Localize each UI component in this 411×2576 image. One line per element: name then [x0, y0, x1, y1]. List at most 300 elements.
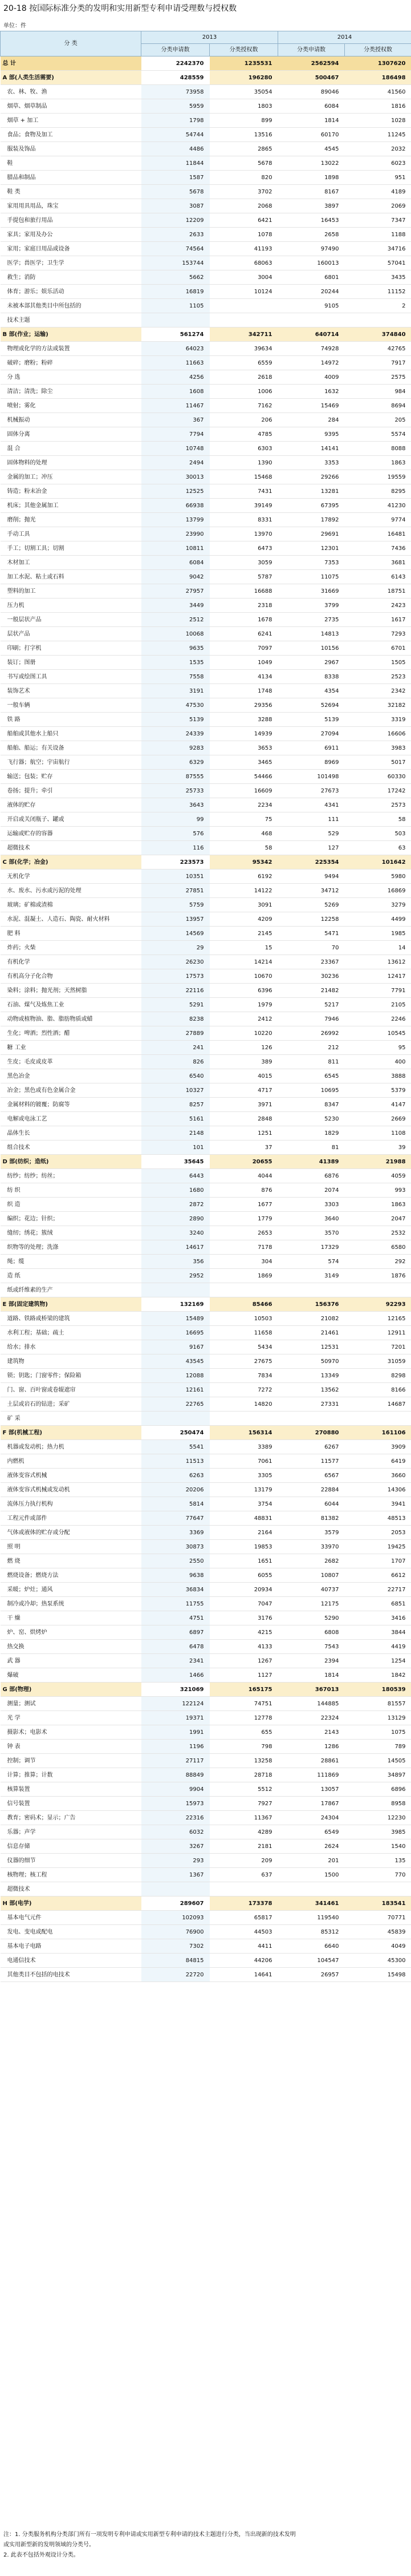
- grants-2014-cell: 186498: [345, 71, 411, 85]
- grants-2013-cell: 7097: [210, 641, 278, 656]
- grants-2014-cell: 45300: [345, 1954, 411, 1968]
- grants-2014-cell: 2: [345, 299, 411, 313]
- grants-2014-cell: 1108: [345, 1126, 411, 1141]
- grants-2014-cell: 3416: [345, 1611, 411, 1625]
- applications-2013-cell: 356: [141, 1255, 210, 1269]
- grants-2013-cell: 165175: [210, 1683, 278, 1697]
- grants-2014-cell: 4419: [345, 1640, 411, 1654]
- applications-2014-cell: 529: [278, 827, 345, 841]
- grants-2013-cell: 14939: [210, 727, 278, 741]
- grants-2014-cell: 7347: [345, 213, 411, 228]
- grants-2013-cell: 6241: [210, 627, 278, 641]
- applications-2014-cell: 7543: [278, 1640, 345, 1654]
- applications-2014-cell: 20244: [278, 285, 345, 299]
- applications-2014-cell: 127: [278, 841, 345, 855]
- applications-2013-cell: 29: [141, 941, 210, 955]
- grants-2014-cell: 374840: [345, 327, 411, 342]
- table-row: [1, 228, 411, 242]
- grants-2013-cell: 196280: [210, 71, 278, 85]
- table-row: [1, 413, 411, 427]
- grants-2013-cell: 3176: [210, 1611, 278, 1625]
- applications-2013-cell: 241: [141, 1041, 210, 1055]
- grants-2014-cell: 1075: [345, 1725, 411, 1740]
- grants-2014-cell: 6896: [345, 1782, 411, 1797]
- applications-2014-cell: 27673: [278, 784, 345, 798]
- grants-2014-cell: 12230: [345, 1811, 411, 1825]
- applications-2013-cell: 30873: [141, 1540, 210, 1554]
- applications-2014-cell: 10156: [278, 641, 345, 656]
- category-cell: H 部(电学): [1, 1896, 141, 1911]
- table-row: [1, 1055, 411, 1069]
- table-row: [1, 1568, 411, 1583]
- applications-2014-cell: 2624: [278, 1839, 345, 1854]
- category-cell: 破碎；磨粉；粉碎: [1, 356, 141, 370]
- applications-2013-cell: 16819: [141, 285, 210, 299]
- category-cell: 给水；排水: [1, 1340, 141, 1354]
- applications-2014-cell: 7946: [278, 1012, 345, 1026]
- applications-2013-cell: 27117: [141, 1754, 210, 1768]
- category-cell: 书写或绘图工具: [1, 670, 141, 684]
- category-cell: 机械振动: [1, 413, 141, 427]
- applications-2013-cell: 9167: [141, 1340, 210, 1354]
- grants-2013-cell: 209: [210, 1854, 278, 1868]
- table-row: [1, 185, 411, 199]
- table-row: [1, 1397, 411, 1412]
- grants-2013-cell: 20934: [210, 1583, 278, 1597]
- applications-2013-cell: 64023: [141, 342, 210, 356]
- applications-2014-cell: 60170: [278, 128, 345, 142]
- table-row: [1, 370, 411, 385]
- table-row: [1, 1098, 411, 1112]
- category-cell: 造 纸: [1, 1269, 141, 1283]
- category-cell: 电解或电泳工艺: [1, 1112, 141, 1126]
- applications-2014-cell: 6267: [278, 1440, 345, 1454]
- grants-2014-cell: 19425: [345, 1540, 411, 1554]
- category-cell: 固体物料的处理: [1, 456, 141, 470]
- grants-2014-cell: 3888: [345, 1069, 411, 1083]
- applications-2013-cell: 3369: [141, 1526, 210, 1540]
- table-row: [1, 285, 411, 299]
- table-row: [1, 741, 411, 755]
- grants-2014-cell: 205: [345, 413, 411, 427]
- applications-2014-cell: 9494: [278, 870, 345, 884]
- grants-2013-cell: 4411: [210, 1939, 278, 1954]
- table-row: [1, 1797, 411, 1811]
- table-row: [1, 1554, 411, 1568]
- category-cell: 物理或化学的方法或装置: [1, 342, 141, 356]
- table-row: [1, 456, 411, 470]
- applications-2014-cell: [278, 313, 345, 327]
- category-cell: 信息存储: [1, 1839, 141, 1854]
- category-cell: 仪器的细节: [1, 1854, 141, 1868]
- grants-2014-cell: 292: [345, 1255, 411, 1269]
- grants-2013-cell: 4289: [210, 1825, 278, 1839]
- applications-2014-cell: 101498: [278, 770, 345, 784]
- category-cell: 液体的贮存: [1, 798, 141, 812]
- category-cell: 开启或关闭瓶子、罐或: [1, 812, 141, 827]
- applications-2013-cell: 5541: [141, 1440, 210, 1454]
- table-header: [1, 31, 411, 56]
- grants-2014-cell: 11152: [345, 285, 411, 299]
- grants-2014-cell: 8295: [345, 484, 411, 499]
- subheader-grants-2014: 分类授权数: [345, 44, 411, 56]
- table-row: [1, 1754, 411, 1768]
- category-cell: 鞋 类: [1, 185, 141, 199]
- year-header-2013: 2013: [141, 31, 278, 44]
- applications-2013-cell: 11663: [141, 356, 210, 370]
- category-cell: 测量；测试: [1, 1697, 141, 1711]
- grants-2013-cell: 1078: [210, 228, 278, 242]
- grants-2014-cell: 2032: [345, 142, 411, 156]
- grants-2014-cell: 10545: [345, 1026, 411, 1041]
- table-row: [1, 1597, 411, 1611]
- grants-2013-cell: 2234: [210, 798, 278, 812]
- grants-2013-cell: 2653: [210, 1226, 278, 1240]
- grants-2013-cell: 8331: [210, 513, 278, 527]
- grants-2014-cell: 3909: [345, 1440, 411, 1454]
- grants-2013-cell: 2145: [210, 927, 278, 941]
- grants-2014-cell: 48513: [345, 1511, 411, 1526]
- table-row: [1, 1711, 411, 1725]
- category-cell: 混 合: [1, 442, 141, 456]
- category-cell: 爆破: [1, 1668, 141, 1683]
- applications-2013-cell: 19371: [141, 1711, 210, 1725]
- applications-2014-cell: [278, 1283, 345, 1297]
- grants-2014-cell: 19559: [345, 470, 411, 484]
- applications-2014-cell: 27331: [278, 1397, 345, 1412]
- applications-2013-cell: 5959: [141, 99, 210, 114]
- table-row: [1, 570, 411, 584]
- table-row: [1, 1697, 411, 1711]
- table-row: [1, 912, 411, 927]
- year-header-2014: 2014: [278, 31, 411, 44]
- applications-2014-cell: 6876: [278, 1169, 345, 1183]
- footnote-line: 2. 此表不包括外观设计分类。: [3, 2552, 79, 2558]
- applications-2014-cell: 144885: [278, 1697, 345, 1711]
- grants-2014-cell: 3844: [345, 1625, 411, 1640]
- grants-2013-cell: 7927: [210, 1797, 278, 1811]
- applications-2013-cell: 116: [141, 841, 210, 855]
- grants-2014-cell: [345, 313, 411, 327]
- applications-2014-cell: 17867: [278, 1797, 345, 1811]
- table-row: [1, 1083, 411, 1098]
- applications-2013-cell: 3267: [141, 1839, 210, 1854]
- grants-2013-cell: 4134: [210, 670, 278, 684]
- subheader-applications-2013: 分类申请数: [141, 44, 210, 56]
- category-cell: E 部(固定建筑物): [1, 1297, 141, 1312]
- table-row: [1, 770, 411, 784]
- applications-2014-cell: 6545: [278, 1069, 345, 1083]
- applications-2014-cell: 13349: [278, 1369, 345, 1383]
- grants-2014-cell: 2575: [345, 370, 411, 385]
- applications-2013-cell: 2890: [141, 1212, 210, 1226]
- applications-2013-cell: 77647: [141, 1511, 210, 1526]
- section-row: [1, 327, 411, 342]
- grants-2014-cell: 6143: [345, 570, 411, 584]
- table-row: [1, 99, 411, 114]
- grants-2014-cell: 18751: [345, 584, 411, 598]
- applications-2013-cell: 367: [141, 413, 210, 427]
- grants-2014-cell: 8088: [345, 442, 411, 456]
- grants-2013-cell: [210, 313, 278, 327]
- table-row: [1, 684, 411, 698]
- applications-2014-cell: 6567: [278, 1469, 345, 1483]
- grants-2013-cell: 15: [210, 941, 278, 955]
- applications-2013-cell: 5161: [141, 1112, 210, 1126]
- applications-2013-cell: 22316: [141, 1811, 210, 1825]
- applications-2013-cell: 99: [141, 812, 210, 827]
- grants-2014-cell: 1876: [345, 1269, 411, 1283]
- grants-2014-cell: 5980: [345, 870, 411, 884]
- grants-2014-cell: 1254: [345, 1654, 411, 1668]
- category-cell: 黑色冶金: [1, 1069, 141, 1083]
- category-cell: 机器或发动机；热力机: [1, 1440, 141, 1454]
- category-cell: 糖 工业: [1, 1041, 141, 1055]
- category-cell: 家具；家用及办公: [1, 228, 141, 242]
- applications-2014-cell: 29691: [278, 527, 345, 541]
- category-cell: 有机高分子化合物: [1, 969, 141, 984]
- applications-2013-cell: 35645: [141, 1155, 210, 1169]
- grants-2013-cell: 74751: [210, 1697, 278, 1711]
- applications-2013-cell: 2550: [141, 1554, 210, 1568]
- category-cell: 固体分离: [1, 427, 141, 442]
- grants-2014-cell: 13612: [345, 955, 411, 969]
- applications-2014-cell: 5471: [278, 927, 345, 941]
- applications-2014-cell: 12258: [278, 912, 345, 927]
- category-cell: 流体压力执行机构: [1, 1497, 141, 1511]
- applications-2014-cell: 11577: [278, 1454, 345, 1469]
- applications-2014-cell: 30236: [278, 969, 345, 984]
- category-cell: 气体或液体的贮存或分配: [1, 1526, 141, 1540]
- grants-2014-cell: 8166: [345, 1383, 411, 1397]
- applications-2014-cell: 21482: [278, 984, 345, 998]
- grants-2013-cell: 48831: [210, 1511, 278, 1526]
- applications-2013-cell: 27957: [141, 584, 210, 598]
- applications-2013-cell: 2512: [141, 613, 210, 627]
- table-row: [1, 442, 411, 456]
- applications-2014-cell: 160013: [278, 256, 345, 270]
- category-cell: 教育；密码术；显示；广告: [1, 1811, 141, 1825]
- applications-2014-cell: 3303: [278, 1198, 345, 1212]
- applications-2013-cell: 10811: [141, 541, 210, 556]
- grants-2014-cell: 7201: [345, 1340, 411, 1354]
- table-row: [1, 698, 411, 713]
- grants-2014-cell: 60330: [345, 770, 411, 784]
- category-cell: 生皮；毛皮或皮革: [1, 1055, 141, 1069]
- applications-2014-cell: 10807: [278, 1568, 345, 1583]
- grants-2013-cell: 876: [210, 1183, 278, 1198]
- table-row: [1, 627, 411, 641]
- grants-2014-cell: 6612: [345, 1568, 411, 1583]
- applications-2014-cell: 2143: [278, 1725, 345, 1740]
- grants-2013-cell: 41193: [210, 242, 278, 256]
- table-row: [1, 1725, 411, 1740]
- category-cell: 土层或岩石的钻进；采矿: [1, 1397, 141, 1412]
- category-cell: 塑料的加工: [1, 584, 141, 598]
- grants-2014-cell: 11245: [345, 128, 411, 142]
- applications-2014-cell: 12531: [278, 1340, 345, 1354]
- grants-2013-cell: 2068: [210, 199, 278, 213]
- grants-2013-cell: 7272: [210, 1383, 278, 1397]
- category-cell: 工程元件或部件: [1, 1511, 141, 1526]
- category-cell: 采暖；炉灶；通风: [1, 1583, 141, 1597]
- applications-2014-cell: 1500: [278, 1868, 345, 1882]
- grants-2014-cell: 16869: [345, 884, 411, 898]
- category-cell: 一般车辆: [1, 698, 141, 713]
- category-cell: A 部(人类生活需要): [1, 71, 141, 85]
- table-row: [1, 1069, 411, 1083]
- applications-2014-cell: 111869: [278, 1768, 345, 1782]
- category-cell: 超微技术: [1, 841, 141, 855]
- applications-2014-cell: 6911: [278, 741, 345, 755]
- category-cell: 烟草 + 加工: [1, 114, 141, 128]
- grants-2013-cell: 13970: [210, 527, 278, 541]
- table-row: [1, 1939, 411, 1954]
- applications-2014-cell: 2562594: [278, 56, 345, 71]
- table-row: [1, 1811, 411, 1825]
- grants-2014-cell: 503: [345, 827, 411, 841]
- grants-2013-cell: 13516: [210, 128, 278, 142]
- applications-2014-cell: 2658: [278, 228, 345, 242]
- table-row: [1, 1911, 411, 1925]
- category-cell: 铁 路: [1, 713, 141, 727]
- applications-2014-cell: 8338: [278, 670, 345, 684]
- table-row: [1, 1640, 411, 1654]
- applications-2013-cell: 428559: [141, 71, 210, 85]
- applications-2013-cell: 6540: [141, 1069, 210, 1083]
- grants-2014-cell: 22717: [345, 1583, 411, 1597]
- category-cell: 铸造；粉末冶金: [1, 484, 141, 499]
- table-row: [1, 299, 411, 313]
- applications-2013-cell: 2952: [141, 1269, 210, 1283]
- category-cell: 生化；啤酒；烈性酒；醋: [1, 1026, 141, 1041]
- grants-2014-cell: 32182: [345, 698, 411, 713]
- table-row: [1, 1340, 411, 1354]
- grants-2013-cell: 12778: [210, 1711, 278, 1725]
- grants-2013-cell: 206: [210, 413, 278, 427]
- grants-2013-cell: 1678: [210, 613, 278, 627]
- table-row: [1, 1198, 411, 1212]
- table-row: [1, 128, 411, 142]
- applications-2014-cell: 500467: [278, 71, 345, 85]
- applications-2014-cell: 1814: [278, 114, 345, 128]
- table-row: [1, 156, 411, 171]
- applications-2014-cell: 14141: [278, 442, 345, 456]
- category-cell: D 部(纺织；造纸): [1, 1155, 141, 1169]
- category-cell: 核算装置: [1, 1782, 141, 1797]
- category-cell: 液体变容式机械: [1, 1469, 141, 1483]
- category-cell: B 部(作业；运输): [1, 327, 141, 342]
- table-row: [1, 598, 411, 613]
- applications-2013-cell: 30013: [141, 470, 210, 484]
- table-row: [1, 342, 411, 356]
- grants-2014-cell: 14: [345, 941, 411, 955]
- applications-2014-cell: 24304: [278, 1811, 345, 1825]
- grants-2014-cell: 1617: [345, 613, 411, 627]
- table-row: [1, 1782, 411, 1797]
- applications-2013-cell: 4751: [141, 1611, 210, 1625]
- applications-2013-cell: 2148: [141, 1126, 210, 1141]
- applications-2013-cell: 12088: [141, 1369, 210, 1383]
- unit-label: 单位：件: [3, 23, 26, 29]
- table-row: [1, 898, 411, 912]
- grants-2014-cell: 183541: [345, 1896, 411, 1911]
- applications-2014-cell: 81382: [278, 1511, 345, 1526]
- table-row: [1, 1868, 411, 1882]
- total-row: [1, 56, 411, 71]
- grants-2013-cell: 7178: [210, 1240, 278, 1255]
- grants-2014-cell: 2423: [345, 598, 411, 613]
- table-row: [1, 798, 411, 812]
- category-cell: F 部(机械工程): [1, 1426, 141, 1440]
- grants-2013-cell: 39634: [210, 342, 278, 356]
- section-row: [1, 71, 411, 85]
- table-row: [1, 1540, 411, 1554]
- statistics-table: [0, 31, 411, 1982]
- applications-2014-cell: 8969: [278, 755, 345, 770]
- table-row: [1, 1312, 411, 1326]
- applications-2013-cell: 10748: [141, 442, 210, 456]
- applications-2013-cell: 223573: [141, 855, 210, 870]
- applications-2013-cell: 122124: [141, 1697, 210, 1711]
- table-row: [1, 656, 411, 670]
- table-row: [1, 641, 411, 656]
- grants-2013-cell: [210, 1283, 278, 1297]
- grants-2013-cell: 1748: [210, 684, 278, 698]
- applications-2013-cell: 11467: [141, 399, 210, 413]
- category-cell: C 部(化学；冶金): [1, 855, 141, 870]
- category-cell: 纺纱；纺纱；纺丝；: [1, 1169, 141, 1183]
- applications-2013-cell: 6443: [141, 1169, 210, 1183]
- grants-2013-cell: 1651: [210, 1554, 278, 1568]
- applications-2014-cell: [278, 1412, 345, 1426]
- applications-2013-cell: 132169: [141, 1297, 210, 1312]
- grants-2013-cell: 3389: [210, 1440, 278, 1454]
- grants-2013-cell: 6421: [210, 213, 278, 228]
- applications-2014-cell: 3640: [278, 1212, 345, 1226]
- table-row: [1, 1611, 411, 1625]
- applications-2013-cell: 14569: [141, 927, 210, 941]
- applications-2014-cell: 8167: [278, 185, 345, 199]
- table-row: [1, 955, 411, 969]
- grants-2014-cell: 7791: [345, 984, 411, 998]
- grants-2013-cell: 5434: [210, 1340, 278, 1354]
- applications-2013-cell: 12525: [141, 484, 210, 499]
- grants-2014-cell: 21988: [345, 1155, 411, 1169]
- applications-2014-cell: 28861: [278, 1754, 345, 1768]
- grants-2014-cell: 16481: [345, 527, 411, 541]
- grants-2014-cell: 9774: [345, 513, 411, 527]
- grants-2013-cell: 1803: [210, 99, 278, 114]
- category-cell: 织 造: [1, 1198, 141, 1212]
- category-cell: 武 器: [1, 1654, 141, 1668]
- applications-2013-cell: 43545: [141, 1354, 210, 1369]
- applications-2013-cell: 101: [141, 1141, 210, 1155]
- grants-2014-cell: 4049: [345, 1939, 411, 1954]
- applications-2014-cell: 811: [278, 1055, 345, 1069]
- page-title: 20-18 按国际标准分类的发明和实用新型专利申请受理数与授权数: [3, 4, 237, 13]
- table-row: [1, 827, 411, 841]
- applications-2014-cell: 13562: [278, 1383, 345, 1397]
- grants-2013-cell: 68063: [210, 256, 278, 270]
- grants-2014-cell: 1863: [345, 1198, 411, 1212]
- applications-2014-cell: 16453: [278, 213, 345, 228]
- category-cell: 超微技术: [1, 1882, 141, 1896]
- applications-2013-cell: 7794: [141, 427, 210, 442]
- applications-2013-cell: 66938: [141, 499, 210, 513]
- applications-2014-cell: 270880: [278, 1426, 345, 1440]
- table-row: [1, 1668, 411, 1683]
